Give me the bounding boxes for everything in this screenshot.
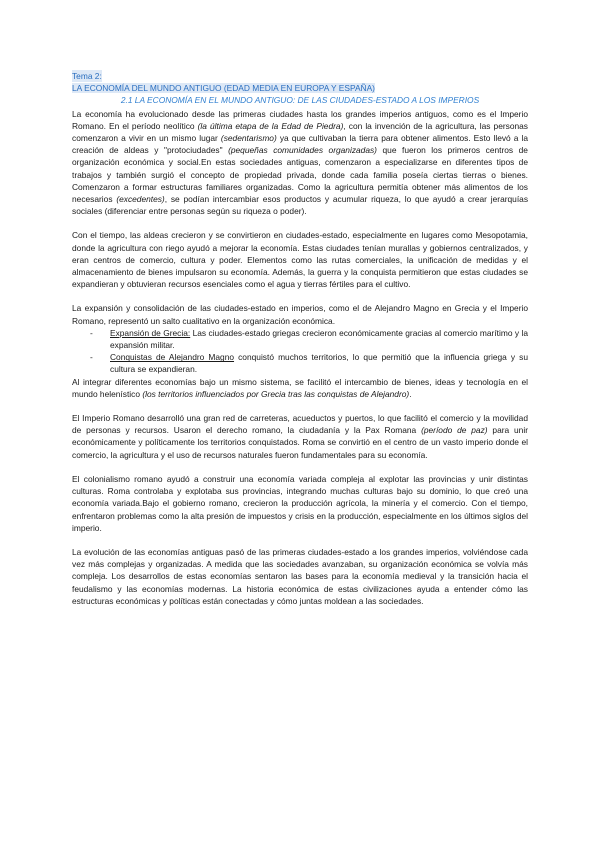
spacer bbox=[72, 217, 528, 229]
chapter-title: LA ECONOMÍA DEL MUNDO ANTIGUO (EDAD MEDIA EN EUROPA Y ESPAÑA) bbox=[72, 83, 375, 94]
bullet-list bbox=[72, 327, 528, 376]
list-item: - Expansión de Grecia: Las ciudades-estado griegas crecieron económicamente gracias al comercio marítimo y la expansión militar. bbox=[110, 327, 528, 351]
paragraph-6: El colonialismo romano ayudó a construir una economía variada compleja al explotar las provincias y unir distintas culturas. Roma controlaba y explotaba sus provincias, integrando muchas culturas bajo su dominio, lo que creó una economía variada.Bajo el gobierno romano, crecieron la producción agrícola, la minería y el comercio. Con el tiempo, enfrentaron problemas como la alta presión de impuestos y crisis en la producción, especialmente en los últimos siglos del imperio. bbox=[72, 473, 528, 533]
paragraph-5: El Imperio Romano desarrolló una gran red de carreteras, acueductos y puertos, lo que facilitó el comercio y la movilidad de personas y recursos. Usaron el derecho romano, la ciudadanía y la Pax Romana (período de paz) para unir económicamente y políticamente los territorios conquistados. Roma se convirtió en el centro de un vasto imperio donde el comercio, la agricultura y el uso de recursos naturales fueron fundamentales para su economía. bbox=[72, 413, 528, 460]
spacer bbox=[72, 461, 528, 473]
spacer bbox=[72, 534, 528, 546]
paragraph-4: Al integrar diferentes economías bajo un mismo sistema, se facilitó el intercambio de bienes, ideas y tecnología en el mundo helenístico (los territorios influenciados por Grecia tras las conquistas de Alejandro). bbox=[72, 376, 528, 399]
spacer bbox=[72, 400, 528, 412]
paragraph-2: Con el tiempo, las aldeas crecieron y se convirtieron en ciudades-estado, especialmente en lugares como Mesopotamia, donde la agricultura con riego ayudó a mejorar la economía. Estas ciudades tenían murallas y gobiernos centralizados, y eran centros de comercio, cultura y poder. Elementos como las rutas comerciales, la unificación de medidas y el almacenamiento de bienes impulsaron su economía. Además, la guerra y la conquista permitieron que estas ciudades se expandieran y obtuvieran recursos esenciales como el agua y tierras fértiles para el cultivo. bbox=[72, 230, 528, 290]
paragraph-7: La evolución de las economías antiguas pasó de las primeras ciudades-estado a los grandes imperios, volviéndose cada vez más complejas y organizadas. A medida que las sociedades avanzaban, su organización económica se volvía más compleja. Los desarrollos de estas economías sentaron las bases para la economía medieval y la transición hacia el feudalismo y las economías modernas. La historia económica de estas civilizaciones ayuda a entender cómo las estructuras económicas y políticas están conectadas y cómo juntas moldean a las sociedades. bbox=[72, 546, 528, 606]
paragraph-3: La expansión y consolidación de las ciudades-estado en imperios, como el de Alejandro Magno en Grecia y el Imperio Romano, representó un salto cualitativo en la organización económica. bbox=[72, 303, 528, 326]
document-body bbox=[72, 70, 528, 607]
list-item: - Conquistas de Alejandro Magno conquistó muchos territorios, lo que permitió que la influencia griega y su cultura se expandieran. bbox=[110, 351, 528, 375]
spacer bbox=[72, 290, 528, 302]
section-subtitle: 2.1 LA ECONOMÍA EN EL MUNDO ANTIGUO: DE LAS CIUDADES-ESTADO A LOS IMPERIOS bbox=[120, 95, 480, 106]
paragraph-1: La economía ha evolucionado desde las primeras ciudades hasta los grandes imperios antiguos, como es el Imperio Romano. En el período neolítico (la última etapa de la Edad de Piedra), con la invención de la agricultura, las personas comenzaron a vivir en un mismo lugar (sedentarismo) ya que cultivaban la tierra para obtener alimentos. Esto llevó a la creación de aldeas y "protociudades" (pequeñas comunidades organizadas) que fueron los primeros centros de organización económica y social.En estas sociedades antiguas, comenzaron a especializarse en diferentes tipos de trabajos y también surgió el concepto de propiedad privada, donde cada familia poseía ciertas tierras o bienes. Comenzaron a formar estructuras familiares organizadas. Como la agricultura permitía obtener más alimentos de los necesarios (excedentes), se podían intercambiar esos productos y acumular riqueza, lo que ayudó a crear jerarquías sociales (diferenciar entre personas según su riqueza o poder). bbox=[72, 108, 529, 217]
topic-heading: Tema 2: bbox=[72, 71, 102, 81]
